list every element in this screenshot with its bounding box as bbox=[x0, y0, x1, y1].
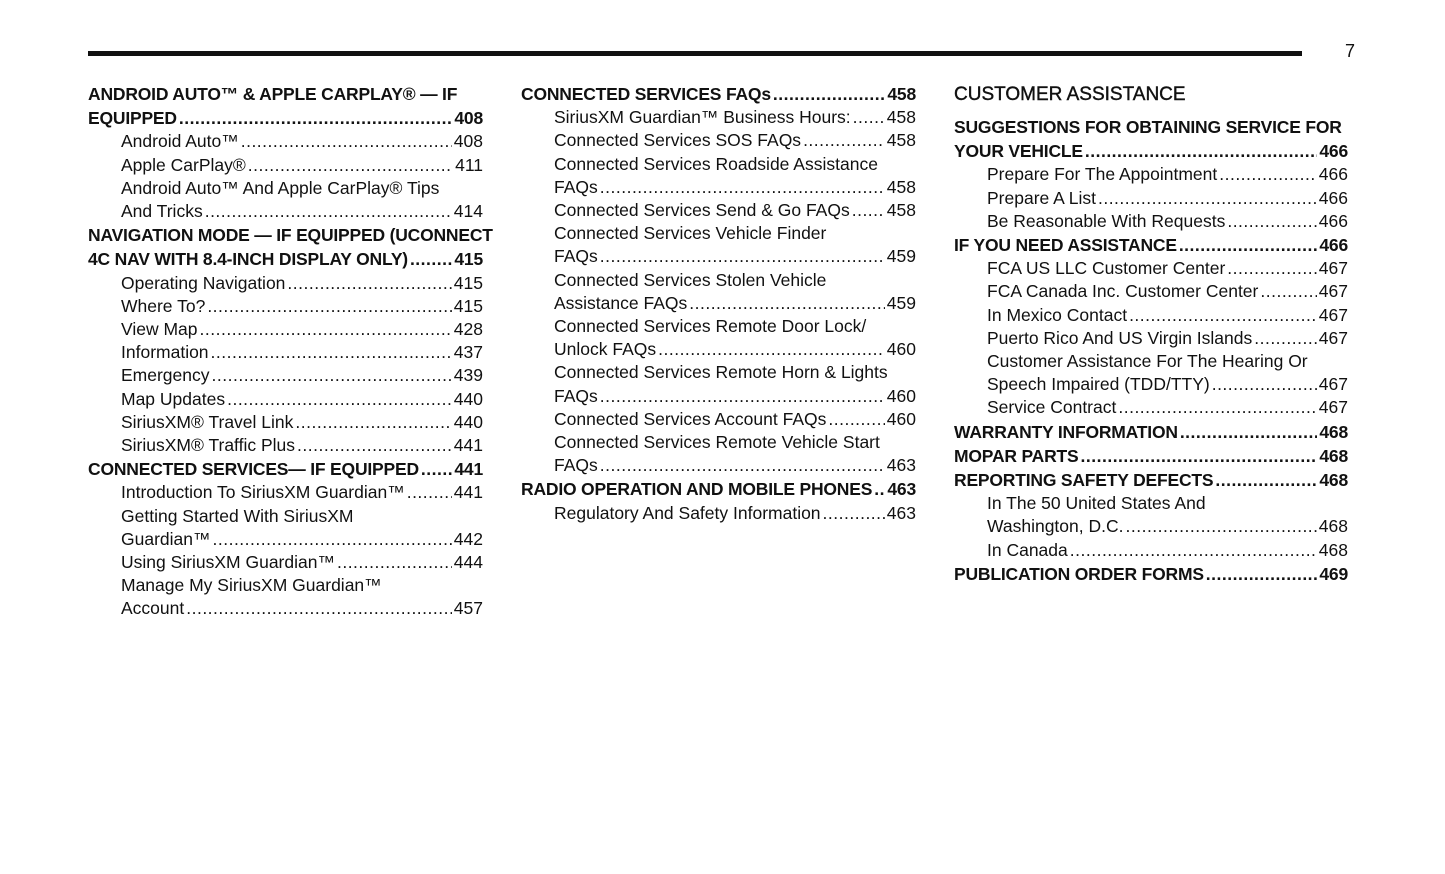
header-rule bbox=[88, 51, 1302, 56]
entry-title-line: Connected Services Roadside Assistance bbox=[554, 153, 878, 174]
entry-page-number: 468 bbox=[1319, 421, 1348, 442]
toc-subsection-entry[interactable] bbox=[521, 222, 916, 268]
entry-page-number: 440 bbox=[453, 388, 483, 409]
entry-title-line: Connected Services Remote Vehicle Start bbox=[554, 432, 880, 453]
entry-title-line: Connected Services Remote Horn & Lights bbox=[554, 362, 888, 383]
toc-subsection-entry[interactable] bbox=[521, 269, 916, 315]
entry-page-number: 408 bbox=[454, 108, 483, 129]
entry-title: FCA US LLC Customer Center bbox=[987, 258, 1226, 279]
toc-subsection-entry[interactable] bbox=[88, 551, 483, 574]
entry-title-line: ANDROID AUTO™ & APPLE CARPLAY® — IF bbox=[88, 84, 458, 104]
entry-title: Map Updates bbox=[121, 388, 226, 409]
entry-page-number: 468 bbox=[1319, 445, 1348, 466]
entry-page-number: 467 bbox=[1318, 258, 1348, 279]
toc-column-3 bbox=[954, 82, 1348, 586]
toc-subsection-entry[interactable] bbox=[954, 492, 1348, 538]
entry-title: Introduction To SiriusXM Guardian™ bbox=[121, 482, 405, 503]
dot-leader bbox=[248, 154, 453, 177]
entry-title: In Canada bbox=[987, 539, 1068, 560]
dot-leader bbox=[1219, 163, 1317, 186]
dot-leader bbox=[287, 272, 451, 295]
entry-title: Prepare A List bbox=[987, 187, 1096, 208]
entry-page-number: 460 bbox=[886, 408, 916, 429]
entry-title: FCA Canada Inc. Customer Center bbox=[987, 281, 1259, 302]
dot-leader bbox=[421, 457, 452, 481]
entry-title: Operating Navigation bbox=[121, 272, 286, 293]
entry-title: Connected Services Send & Go FAQs bbox=[554, 200, 850, 221]
dot-leader bbox=[600, 385, 885, 408]
entry-page-number: 460 bbox=[886, 339, 916, 360]
dot-leader bbox=[828, 408, 884, 431]
entry-title-line: Connected Services Vehicle Finder bbox=[554, 223, 827, 244]
dot-leader bbox=[227, 388, 452, 411]
entry-title: EQUIPPED bbox=[88, 108, 177, 129]
entry-page-number: 466 bbox=[1318, 187, 1348, 208]
dot-leader bbox=[1227, 210, 1316, 233]
dot-leader bbox=[1129, 304, 1317, 327]
entry-title: FAQs bbox=[554, 176, 598, 197]
dot-leader bbox=[600, 454, 885, 477]
toc-subsection-entry[interactable] bbox=[521, 315, 916, 361]
entry-page-number: 437 bbox=[453, 342, 483, 363]
toc-subsection-entry[interactable] bbox=[88, 154, 483, 177]
entry-title: SiriusXM® Traffic Plus bbox=[121, 435, 296, 456]
entry-title: Speech Impaired (TDD/TTY) bbox=[987, 374, 1210, 395]
toc-subsection-entry[interactable] bbox=[521, 431, 916, 477]
entry-title: REPORTING SAFETY DEFECTS bbox=[954, 470, 1214, 491]
dot-leader bbox=[773, 82, 886, 106]
entry-title: Washington, D.C. bbox=[987, 516, 1124, 537]
dot-leader bbox=[852, 199, 885, 222]
entry-page-number: 466 bbox=[1319, 235, 1348, 256]
entry-page-number: 467 bbox=[1318, 327, 1348, 348]
entry-page-number: 463 bbox=[887, 479, 916, 500]
toc-subsection-entry[interactable] bbox=[954, 163, 1348, 186]
toc-section-entry[interactable] bbox=[954, 468, 1348, 492]
entry-page-number: 414 bbox=[453, 201, 483, 222]
entry-page-number: 441 bbox=[453, 435, 483, 456]
entry-page-number: 415 bbox=[453, 295, 483, 316]
entry-title-line: Connected Services Remote Door Lock/ bbox=[554, 316, 867, 337]
entry-page-number: 466 bbox=[1318, 210, 1348, 231]
dot-leader bbox=[186, 597, 452, 620]
entry-page-number: 411 bbox=[455, 154, 483, 175]
entry-title: In Mexico Contact bbox=[987, 304, 1128, 325]
entry-page-number: 439 bbox=[453, 365, 483, 386]
toc-section-entry[interactable] bbox=[521, 477, 916, 501]
entry-page-number: 463 bbox=[886, 455, 916, 476]
entry-page-number: 467 bbox=[1318, 281, 1348, 302]
entry-page-number: 458 bbox=[886, 130, 916, 151]
dot-leader bbox=[200, 318, 452, 341]
entry-title: Unlock FAQs bbox=[554, 339, 657, 360]
dot-leader bbox=[658, 338, 885, 361]
entry-title: Connected Services Account FAQs bbox=[554, 408, 827, 429]
toc-subsection-entry[interactable] bbox=[521, 106, 916, 129]
entry-page-number: 444 bbox=[453, 552, 483, 573]
entry-page-number: 408 bbox=[453, 131, 483, 152]
toc-section-entry[interactable] bbox=[954, 562, 1348, 586]
toc-subsection-entry[interactable] bbox=[954, 539, 1348, 562]
entry-title: YOUR VEHICLE bbox=[954, 141, 1083, 162]
toc-subsection-entry[interactable] bbox=[88, 411, 483, 434]
entry-title: SiriusXM Guardian™ Business Hours: bbox=[554, 107, 851, 128]
toc-subsection-entry[interactable] bbox=[88, 177, 483, 223]
dot-leader bbox=[295, 411, 451, 434]
dot-leader bbox=[803, 129, 885, 152]
toc-subsection-entry[interactable] bbox=[954, 257, 1348, 280]
entry-title: Android Auto™ bbox=[121, 131, 239, 152]
entry-page-number: 458 bbox=[886, 200, 916, 221]
toc-subsection-entry[interactable] bbox=[954, 280, 1348, 303]
entry-title: Service Contract bbox=[987, 397, 1117, 418]
toc-subsection-entry[interactable] bbox=[88, 130, 483, 153]
dot-leader bbox=[1180, 420, 1318, 444]
dot-leader bbox=[1227, 257, 1317, 280]
toc-section-entry[interactable] bbox=[954, 233, 1348, 257]
entry-title-line: In The 50 United States And bbox=[987, 493, 1206, 514]
toc-section-entry[interactable] bbox=[88, 457, 483, 481]
entry-page-number: 460 bbox=[886, 385, 916, 406]
toc-subsection-entry[interactable] bbox=[88, 505, 483, 551]
entry-page-number: 458 bbox=[886, 176, 916, 197]
entry-title: Emergency bbox=[121, 365, 210, 386]
entry-page-number: 467 bbox=[1318, 304, 1348, 325]
entry-title-line: NAVIGATION MODE — IF EQUIPPED (UCONNECT bbox=[88, 225, 493, 246]
entry-title: SiriusXM® Travel Link bbox=[121, 411, 294, 432]
entry-title: WARRANTY INFORMATION bbox=[954, 421, 1178, 442]
dot-leader bbox=[1126, 515, 1317, 538]
entry-title: RADIO OPERATION AND MOBILE PHONES bbox=[521, 479, 873, 500]
dot-leader bbox=[241, 130, 452, 153]
dot-leader bbox=[179, 106, 453, 130]
entry-title: Where To? bbox=[121, 295, 206, 316]
entry-title-line: SUGGESTIONS FOR OBTAINING SERVICE FOR bbox=[954, 117, 1342, 137]
entry-page-number: 468 bbox=[1318, 539, 1348, 560]
dot-leader bbox=[600, 176, 885, 199]
toc-subsection-entry[interactable] bbox=[521, 408, 916, 431]
dot-leader bbox=[823, 502, 885, 525]
toc-subsection-entry[interactable] bbox=[88, 272, 483, 295]
toc-section-entry[interactable] bbox=[954, 420, 1348, 444]
entry-page-number: 441 bbox=[454, 459, 483, 480]
dot-leader bbox=[689, 292, 885, 315]
entry-title: Puerto Rico And US Virgin Islands bbox=[987, 327, 1253, 348]
entry-title: View Map bbox=[121, 319, 198, 340]
entry-page-number: 467 bbox=[1318, 397, 1348, 418]
toc-section-entry[interactable] bbox=[954, 115, 1348, 163]
toc-subsection-entry[interactable] bbox=[88, 574, 483, 620]
dot-leader bbox=[1118, 396, 1316, 419]
dot-leader bbox=[600, 245, 885, 268]
dot-leader bbox=[337, 551, 452, 574]
toc-subsection-entry[interactable] bbox=[521, 153, 916, 199]
dot-leader bbox=[1179, 233, 1318, 257]
dot-leader bbox=[1098, 187, 1317, 210]
dot-leader bbox=[213, 528, 452, 551]
dot-leader bbox=[205, 200, 452, 223]
toc-column-2 bbox=[521, 82, 916, 525]
dot-leader bbox=[1085, 139, 1318, 163]
entry-title-line: Getting Started With SiriusXM bbox=[121, 505, 354, 526]
dot-leader bbox=[1212, 373, 1317, 396]
entry-title: CONNECTED SERVICES— IF EQUIPPED bbox=[88, 459, 419, 480]
dot-leader bbox=[1254, 327, 1317, 350]
toc-subsection-entry[interactable] bbox=[954, 187, 1348, 210]
dot-leader bbox=[1215, 468, 1317, 492]
entry-page-number: 442 bbox=[453, 528, 483, 549]
toc-subsection-entry[interactable] bbox=[954, 350, 1348, 396]
toc-section-entry[interactable] bbox=[88, 223, 493, 271]
entry-title: Apple CarPlay® bbox=[121, 154, 246, 175]
dot-leader bbox=[207, 295, 451, 318]
entry-title: And Tricks bbox=[121, 201, 203, 222]
entry-title: PUBLICATION ORDER FORMS bbox=[954, 563, 1204, 584]
toc-subsection-entry[interactable] bbox=[88, 341, 483, 364]
entry-title-line: Android Auto™ And Apple CarPlay® Tips bbox=[121, 177, 440, 198]
dot-leader bbox=[853, 106, 885, 129]
entry-page-number: 468 bbox=[1319, 470, 1348, 491]
entry-page-number: 466 bbox=[1319, 141, 1348, 162]
toc-subsection-entry[interactable] bbox=[88, 388, 483, 411]
entry-page-number: 469 bbox=[1319, 563, 1348, 584]
toc-subsection-entry[interactable] bbox=[521, 199, 916, 222]
entry-title: Be Reasonable With Requests bbox=[987, 210, 1226, 231]
toc-subsection-entry[interactable] bbox=[88, 481, 483, 504]
toc-subsection-entry[interactable] bbox=[954, 304, 1348, 327]
dot-leader bbox=[1070, 539, 1317, 562]
dot-leader bbox=[1081, 444, 1318, 468]
toc-section-entry[interactable] bbox=[954, 444, 1348, 468]
entry-title: Connected Services SOS FAQs bbox=[554, 130, 802, 151]
toc-subsection-entry[interactable] bbox=[88, 318, 483, 341]
dot-leader bbox=[407, 481, 452, 504]
entry-title: CONNECTED SERVICES FAQs bbox=[521, 84, 771, 104]
toc-subsection-entry[interactable] bbox=[521, 129, 916, 152]
dot-leader bbox=[1206, 562, 1318, 586]
entry-page-number: 415 bbox=[454, 249, 483, 270]
page-number: 7 bbox=[1344, 41, 1355, 61]
toc-subsection-entry[interactable] bbox=[88, 364, 483, 387]
entry-page-number: 415 bbox=[453, 272, 483, 293]
toc-subsection-entry[interactable] bbox=[954, 210, 1348, 233]
entry-page-number: 467 bbox=[1318, 374, 1348, 395]
entry-title: Account bbox=[121, 598, 185, 619]
entry-title: FAQs bbox=[554, 246, 598, 267]
dot-leader bbox=[874, 477, 885, 501]
toc-section-entry[interactable] bbox=[88, 82, 483, 130]
entry-title: Information bbox=[121, 342, 209, 363]
entry-page-number: 440 bbox=[453, 411, 483, 432]
toc-subsection-entry[interactable] bbox=[521, 502, 916, 525]
entry-page-number: 468 bbox=[1318, 516, 1348, 537]
entry-title: 4C NAV WITH 8.4-INCH DISPLAY ONLY) bbox=[88, 249, 408, 270]
dot-leader bbox=[297, 434, 452, 457]
toc-subsection-entry[interactable] bbox=[88, 434, 483, 457]
toc-subsection-entry[interactable] bbox=[954, 396, 1348, 419]
dot-leader bbox=[212, 364, 452, 387]
entry-page-number: 441 bbox=[453, 482, 483, 503]
entry-page-number: 459 bbox=[886, 292, 916, 313]
dot-leader bbox=[410, 247, 452, 271]
entry-title: FAQs bbox=[554, 385, 598, 406]
dot-leader bbox=[211, 341, 452, 364]
entry-page-number: 466 bbox=[1318, 164, 1348, 185]
entry-page-number: 459 bbox=[886, 246, 916, 267]
toc-subsection-entry[interactable] bbox=[954, 327, 1348, 350]
toc-column-1 bbox=[88, 82, 493, 621]
toc-subsection-entry[interactable] bbox=[88, 295, 483, 318]
entry-title-line: Manage My SiriusXM Guardian™ bbox=[121, 575, 382, 596]
entry-title: FAQs bbox=[554, 455, 598, 476]
entry-title-line: Customer Assistance For The Hearing Or bbox=[987, 351, 1308, 372]
entry-title: MOPAR PARTS bbox=[954, 445, 1079, 466]
entry-title: Assistance FAQs bbox=[554, 292, 688, 313]
entry-title: IF YOU NEED ASSISTANCE bbox=[954, 235, 1177, 256]
entry-title: Prepare For The Appointment bbox=[987, 164, 1218, 185]
entry-page-number: 458 bbox=[886, 107, 916, 128]
entry-title: Regulatory And Safety Information bbox=[554, 502, 821, 523]
entry-page-number: 457 bbox=[453, 598, 483, 619]
dot-leader bbox=[1260, 280, 1316, 303]
entry-page-number: 463 bbox=[886, 502, 916, 523]
section-heading: CUSTOMER ASSISTANCE bbox=[954, 84, 1186, 105]
entry-title: Using SiriusXM Guardian™ bbox=[121, 552, 335, 573]
entry-title-line: Connected Services Stolen Vehicle bbox=[554, 269, 827, 290]
toc-subsection-entry[interactable] bbox=[521, 361, 916, 407]
entry-page-number: 458 bbox=[887, 84, 916, 104]
entry-page-number: 428 bbox=[453, 319, 483, 340]
toc-section-entry[interactable] bbox=[521, 82, 916, 106]
entry-title: Guardian™ bbox=[121, 528, 211, 549]
